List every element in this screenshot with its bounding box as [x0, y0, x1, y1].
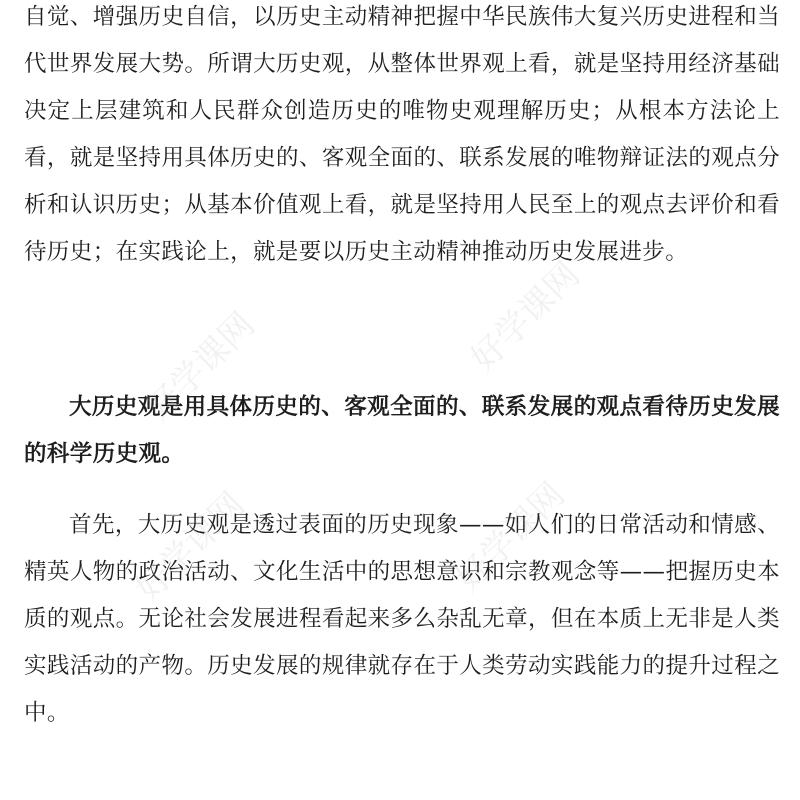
- watermark: 好学课网: [463, 254, 588, 380]
- watermark: 好学课网: [128, 484, 253, 610]
- paragraph-1: 自觉、增强历史自信，以历史主动精神把握中华民族伟大复兴历史进程和当代世界发展大势。所谓大历史观，从整体世界观上看，就是坚持用经济基础决定上层建筑和人民群众创造历史的唯物史观理解历史；从根本方法论上看，就是坚持用具体历史的、客观全面的、联系发展的唯物辩证法的观点分析和认识历史；从基本价值观上看，就是坚持用人民至上的观点去评价和看待历史；在实践论上，就是要以历史主动精神推动历史发展进步。: [24, 4, 780, 265]
- paragraph-3: 首先，大历史观是透过表面的历史现象——如人们的日常活动和情感、精英人物的政治活动、文化生活中的思想意识和宗教观念等——把握历史本质的观点。无论社会发展进程看起来多么杂乱无章，但在本质上无非是人类实践活动的产物。历史发展的规律就存在于人类劳动实践能力的提升过程之中。: [24, 512, 780, 726]
- watermark: 好学课网: [448, 474, 573, 600]
- paragraph-2-bold: 大历史观是用具体历史的、客观全面的、联系发展的观点看待历史发展的科学历史观。: [24, 394, 780, 467]
- watermark: 好学课网: [138, 304, 263, 430]
